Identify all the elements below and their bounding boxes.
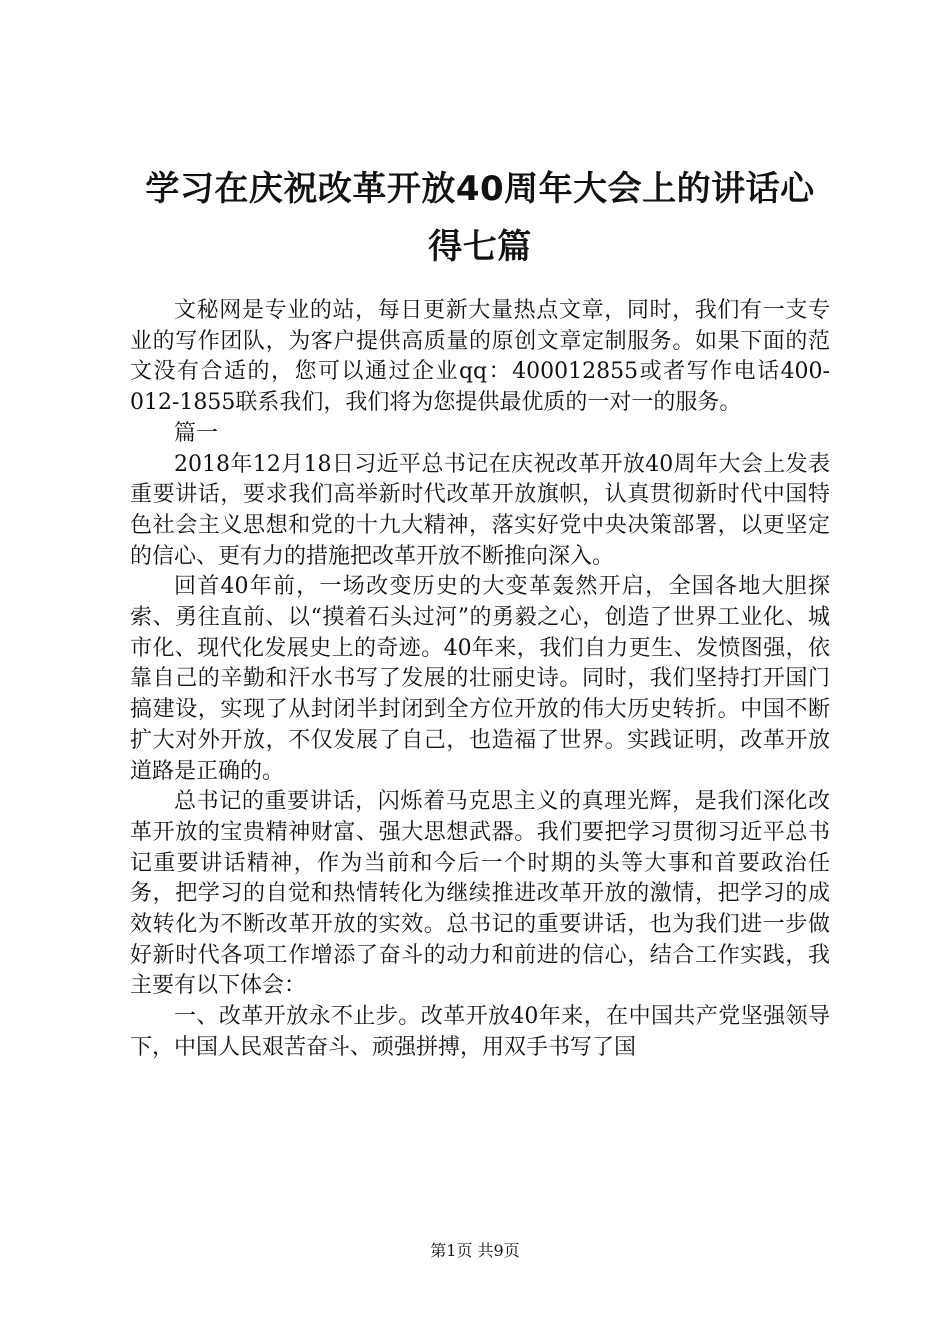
paragraph-3: 总书记的重要讲话，闪烁着马克思主义的真理光辉，是我们深化改革开放的宝贵精神财富、强大思想武器。我们要把学习贯彻习近平总书记重要讲话精神，作为当前和今后一个时期的头等大事和首要政治任务，把学习的自觉和热情转化为继续推进改革开放的激情，把学习的成效转化为不断改革开放的实效。总书记的重要讲话，也为我们进一步做好新时代各项工作增添了奋斗的动力和前进的信心，结合工作实践，我主要有以下体会： xyxy=(130,789,830,999)
paragraph-section-heading: 篇一 xyxy=(174,420,219,446)
paragraph-intro: 文秘网是专业的站，每日更新大量热点文章，同时，我们有一支专业的写作团队，为客户提供高质量的原创文章定制服务。如果下面的范文没有合适的，您可以通过企业qq：400012855或者写作电话400-012-1855联系我们，我们将为您提供最优质的一对一的服务。 xyxy=(130,298,830,416)
document-title: 学习在庆祝改革开放40周年大会上的讲话心得七篇 xyxy=(145,169,815,267)
paragraph-1: 2018年12月18日习近平总书记在庆祝改革开放40周年大会上发表重要讲话，要求我们高举新时代改革开放旗帜，认真贯彻新时代中国特色社会主义思想和党的十九大精神，落实好党中央决策部署，以更坚定的信心、更有力的措施把改革开放不断推向深入。 xyxy=(130,451,830,569)
page-footer: 第1页 共9页 xyxy=(430,1241,520,1260)
document-body xyxy=(130,296,830,1064)
paragraph-2: 回首40年前，一场改变历史的大变革轰然开启，全国各地大胆探索、勇往直前、以“摸着石头过河”的勇毅之心，创造了世界工业化、城市化、现代化发展史上的奇迹。40年来，我们自力更生、发愤图强，依靠自己的辛勤和汗水书写了发展的壮丽史诗。同时，我们坚持打开国门搞建设，实现了从封闭半封闭到全方位开放的伟大历史转折。中国不断扩大对外开放，不仅发展了自己，也造福了世界。实践证明，改革开放道路是正确的。 xyxy=(130,574,830,784)
paragraph-4: 一、改革开放永不止步。改革开放40年来，在中国共产党坚强领导下，中国人民艰苦奋斗、顽强拼搏，用双手书写了国 xyxy=(130,1004,830,1060)
